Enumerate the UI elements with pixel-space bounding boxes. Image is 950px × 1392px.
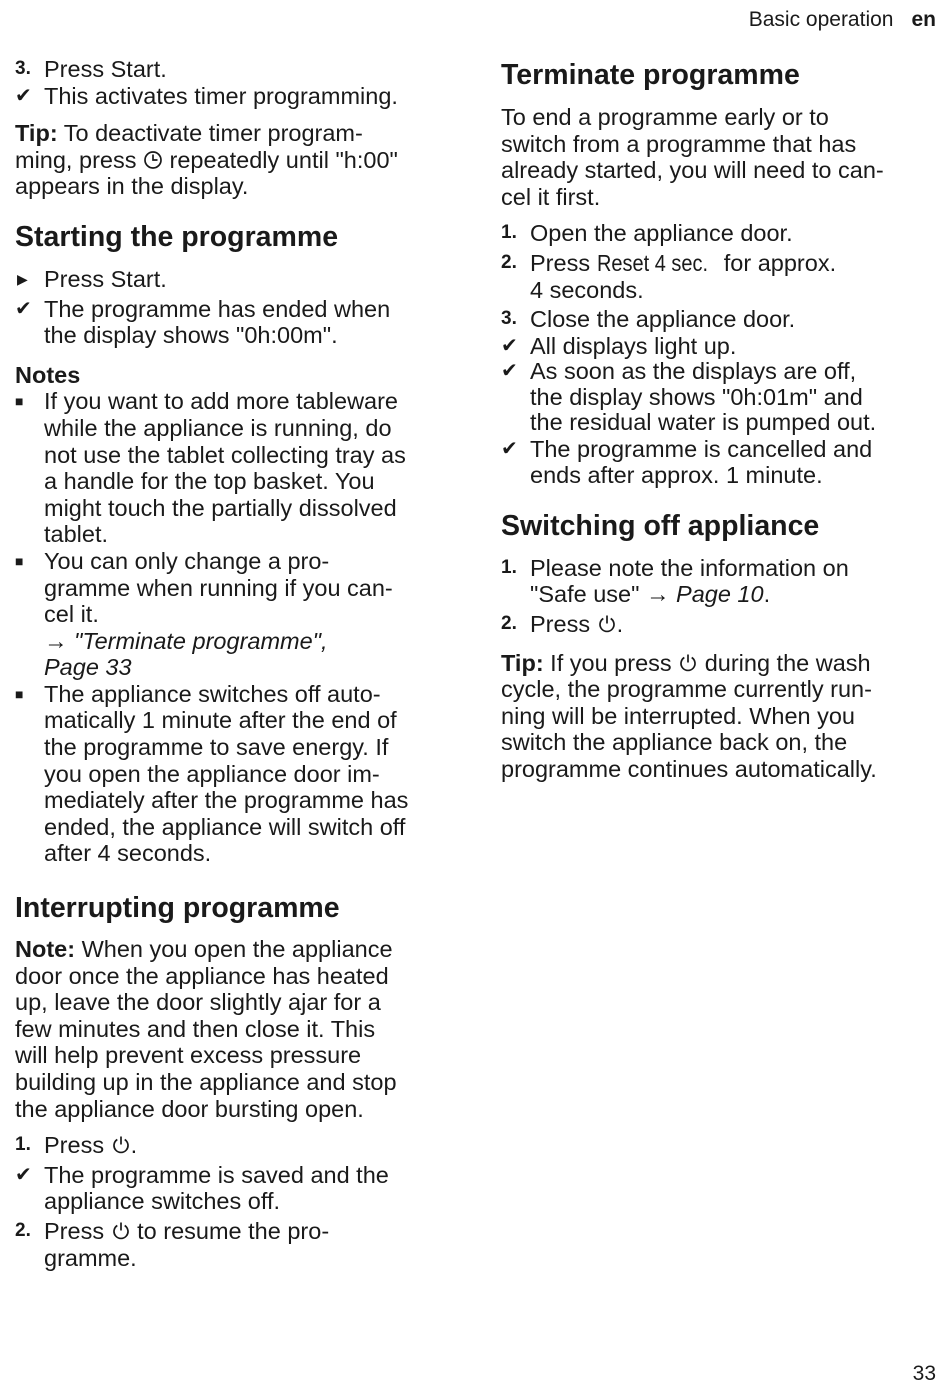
page-reference-link[interactable]: Page 10 [676,581,764,608]
check-icon: ✔ [501,437,518,460]
note-item: ■ The appliance switches off auto- matically 1 minute after the end of the programme to save energy. If you open the appliance door im- mediately after the programme has ended, the appliance will switch off after 4 seconds. [15,680,409,867]
action-item: ▶ Press Start. [17,265,167,292]
power-icon [111,1135,131,1155]
step-3: 3. Press Start. [15,56,167,82]
check-icon: ✔ [15,84,32,107]
page-header [749,8,936,32]
clock-icon [143,150,163,170]
check-icon: ✔ [501,334,518,357]
note-item: ■ You can only change a pro- gramme when running if you can- cel it. → "Terminate programme", Page 33 [15,548,460,681]
notes-heading: Notes [15,361,81,388]
note-block: Note: When you open the appliance door once the appliance has heated up, leave the door slightly ajar for a few minutes and then close it. This will help prevent excess pressure building up in the appliance and stop the appliance door bursting open. [15,936,397,1122]
page-number: 33 [912,1362,936,1385]
result-item: ✔ This activates timer programming. [15,82,398,109]
result-item: ✔ The programme is saved and the appliance switches off. [15,1161,389,1215]
step-1: 1. Please note the information on "Safe use" → Page 10. [501,554,849,608]
heading-starting-programme: Starting the programme [15,220,339,253]
left-column [15,56,460,1271]
check-icon: ✔ [501,360,518,383]
tip-timer: Tip: To deactivate timer program- ming, press repeatedly until "h:00" appears in the display. [15,120,398,200]
square-bullet-icon: ■ [15,552,24,569]
arrow-right-icon: → [44,627,68,654]
square-bullet-icon: ■ [15,393,24,410]
power-icon [111,1221,131,1241]
start-label: Start [110,56,161,82]
square-bullet-icon: ■ [15,685,24,702]
result-item: ✔ As soon as the displays are off, the display shows "0h:01m" and the residual water is pumped out. [501,358,877,436]
tip-label: Tip: [15,120,58,147]
arrow-right-icon: → [645,581,670,608]
check-icon: ✔ [15,1163,32,1186]
section-title: Basic operation [748,8,894,31]
tip-power: Tip: If you press during the wash cycle, the programme currently run- ning will be interrupted. When you switch the appliance back on, the programme continues automatically. [501,649,877,782]
result-item: ✔ The programme has ended when the display shows "0h:00m". [15,295,391,349]
right-column [501,56,931,783]
result-item: ✔ The programme is cancelled and ends after approx. 1 minute. [501,435,873,489]
note-label: Note: [15,936,76,963]
heading-interrupting-programme: Interrupting programme [15,892,340,925]
language-code: en [911,8,936,31]
heading-switching-off: Switching off appliance [501,509,820,542]
step-2: 2. Press . [501,610,624,637]
step-2: 2. Press Reset 4 sec. for approx. 4 seconds. [501,249,837,303]
result-item: ✔ All displays light up. [501,332,737,359]
tip-label: Tip: [501,649,544,676]
power-icon [597,614,617,634]
note-item: ■ If you want to add more tableware while the appliance is running, do not use the tablet collecting tray as a handle for the top basket. You might touch the partially dissolved tablet. [15,388,406,548]
cross-reference-link[interactable]: → "Terminate programme", [44,627,328,654]
step-1: 1. Open the appliance door. [501,220,793,247]
triangle-bullet-icon: ▶ [17,270,28,287]
power-icon [678,653,698,673]
reset-label: Reset 4 sec. [596,249,708,276]
step-2: 2. Press to resume the pro- gramme. [15,1217,330,1271]
step-1: 1. Press . [15,1132,138,1159]
heading-terminate-programme: Terminate programme [501,59,800,91]
start-label: Start [110,265,161,292]
terminate-intro: To end a programme early or to switch from a programme that has already started, you will need to can- cel it first. [501,104,884,210]
step-number: 3. [15,58,31,79]
step-3: 3. Close the appliance door. [501,306,796,333]
check-icon: ✔ [15,297,32,320]
